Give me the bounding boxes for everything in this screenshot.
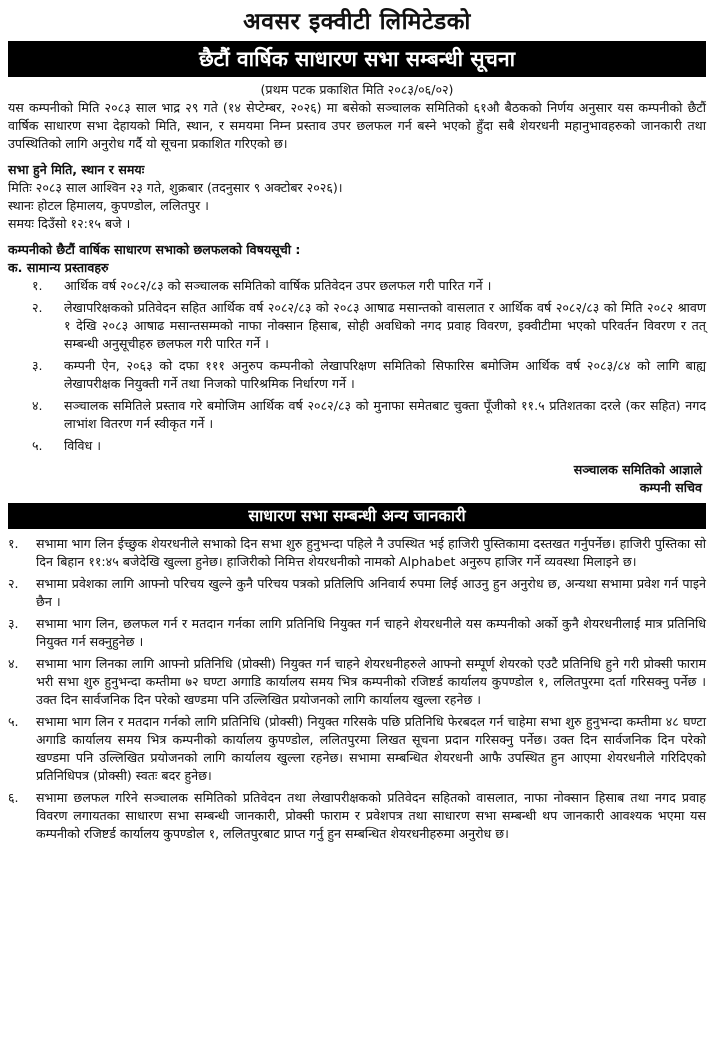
info-item-text: सभामा प्रवेशका लागि आफ्नो परिचय खुल्ने कुनै परिचय पत्रको प्रतिलिपि अनिवार्य रुपमा लिई आउनु हुन अनुरोध छ, अन्यथा सभामा प्रवेश गर्न पाइने छैन । xyxy=(36,576,706,609)
meeting-time: समयः दिउँसो १२:१५ बजे । xyxy=(8,216,131,231)
agenda-item xyxy=(8,437,706,455)
info-item xyxy=(8,575,706,611)
notice-title-banner: छैटौं वार्षिक साधारण सभा सम्बन्धी सूचना xyxy=(8,41,706,77)
info-item-number: ६. xyxy=(8,790,19,805)
agenda-item-text: कम्पनी ऐन, २०६३ को दफा १११ अनुरुप कम्पनीको लेखापरिक्षण समितिको सिफारिस बमोजिम आर्थिक वर्ष २०८३/८४ को लागि बाह्य लेखापरीक्षक नियुक्ती गर्ने तथा निजको पारिश्रमिक निर्धारण गर्ने । xyxy=(64,358,706,391)
meeting-heading: सभा हुने मिति, स्थान र समयः xyxy=(8,162,145,177)
signature-block xyxy=(8,461,702,497)
meeting-venue: स्थानः होटल हिमालय, कुपण्डोल, ललितपुर । xyxy=(8,198,209,213)
intro-paragraph: यस कम्पनीको मिति २०८३ साल भाद्र २९ गते (१४ सेप्टेम्बर, २०२६) मा बसेको सञ्चालक समितिको ६१औ बैठकको निर्णय अनुसार यस कम्पनीको छैटौं वार्षिक साधारण सभा देहायको मिति, स्थान, र समयमा निम्न प्रस्ताव उपर छलफल गर्न बस्ने भएको हुँदा सबै शेयरधनी महानुभावहरुको जानकारी तथा उपस्थितिको लागि अनुरोध गर्दै यो सूचना प्रकाशित गरिएको छ। xyxy=(8,100,706,151)
meeting-date: मितिः २०८३ साल आश्विन २३ गते, शुक्रबार (तदनुसार ९ अक्टोबर २०२६)। xyxy=(8,180,343,195)
info-item-number: ५. xyxy=(8,714,19,729)
info-item-text: सभामा छलफल गरिने सञ्चालक समितिको प्रतिवेदन तथा लेखापरीक्षकको प्रतिवेदन सहितको वासलात, नाफा नोक्सान हिसाब तथा नगद प्रवाह विवरण लगायतका साधारण सभा सम्बन्धी जानकारी, प्रोक्सी फाराम र प्रवेशपत्र तथा साधारण सभा सम्बन्धी थप जानकारी आवश्यक भएमा यस कम्पनीको रजिष्टर्ड कार्यालय कुपण्डोल १, ललितपुरबाट प्राप्त गर्नु हुन सम्बन्धित शेयरधनीहरुमा अनुरोध छ। xyxy=(36,790,706,841)
agenda-item-text: विविध । xyxy=(64,438,102,453)
info-item xyxy=(8,615,706,651)
agenda-item xyxy=(8,299,706,353)
agenda-subheading: क. सामान्य प्रस्तावहरु xyxy=(8,260,109,275)
company-name: अवसर इक्वीटी लिमिटेडको xyxy=(243,9,471,35)
info-item-number: १. xyxy=(8,536,19,551)
info-item-text: सभामा भाग लिन, छलफल गर्न र मतदान गर्नका लागि प्रतिनिधि नियुक्त गर्न चाहने शेयरधनीले यस कम्पनीको अर्को कुनै शेयरधनीलाई मात्र प्रतिनिधि नियुक्त गर्न सक्नुहुनेछ । xyxy=(36,616,706,649)
info-item xyxy=(8,655,706,709)
signature-authority: सञ्चालक समितिको आज्ञाले xyxy=(573,462,702,477)
agenda-item-number: १. xyxy=(32,278,43,293)
info-item-number: ३. xyxy=(8,616,19,631)
agenda-item-text: आर्थिक वर्ष २०८२/८३ को सञ्चालक समितिको वार्षिक प्रतिवेदन उपर छलफल गरी पारित गर्ने । xyxy=(64,278,492,293)
info-item xyxy=(8,535,706,571)
info-item xyxy=(8,713,706,785)
info-item-text: सभामा भाग लिन र मतदान गर्नको लागि प्रतिनिधि (प्रोक्सी) नियुक्त गरिसके पछि प्रतिनिधि फेरबदल गर्न चाहेमा सभा शुरु हुनुभन्दा कम्तीमा ४८ घण्टा अगाडि कार्यालय समय भित्र कम्पनीको कार्यालय कुपण्डोल, ललितपुरमा लिखत सूचना प्रदान गरिसक्नु पर्नेछ। उक्त दिन सार्वजनिक दिन परेको खण्डमा पनि उल्लिखित प्रयोजनको लागि कार्यालय खुल्ला रहनेछ। सभामा सम्बन्धित शेयरधनी आफै उपस्थित हुन आएमा शेयरधनीले गरिदिएको प्रतिनिधिपत्र (प्रोक्सी) स्वतः बदर हुनेछ। xyxy=(36,714,707,783)
info-section-banner: साधारण सभा सम्बन्धी अन्य जानकारी xyxy=(8,503,706,529)
agenda-list xyxy=(8,277,706,455)
agenda-item xyxy=(8,397,706,433)
info-item-text: सभामा भाग लिन ईच्छुक शेयरधनीले सभाको दिन सभा शुरु हुनुभन्दा पहिले नै उपस्थित भई हाजिरी पुस्तिकामा दस्तखत गर्नुपर्नेछ। हाजिरी पुस्तिका सो दिन बिहान ११:४५ बजेदेखि खुल्ला हुनेछ। हाजिरीको निमित्त शेयरधनीको नामको Alphabet अनुरुप हाजिर गर्ने व्यवस्था मिलाइने छ। xyxy=(36,536,706,569)
agenda-heading: कम्पनीको छैटौं वार्षिक साधारण सभाको छलफलको विषयसूची : xyxy=(8,242,301,257)
info-item-number: २. xyxy=(8,576,19,591)
publication-date: (प्रथम पटक प्रकाशित मिति २०८३/०६/०२) xyxy=(260,82,454,97)
info-item-number: ४. xyxy=(8,656,19,671)
agenda-item xyxy=(8,277,706,295)
info-item-text: सभामा भाग लिनका लागि आफ्नो प्रतिनिधि (प्रोक्सी) नियुक्त गर्न चाहने शेयरधनीहरुले आफ्नो सम्पूर्ण शेयरको एउटै प्रतिनिधि हुने गरी प्रोक्सी फाराम भरी सभा शुरु हुनुभन्दा कम्तीमा ७२ घण्टा अगाडि कार्यालय समय भित्र कम्पनीको रजिष्टर्ड कार्यालय कुपण्डोल १, ललितपुरमा दर्ता गरिसक्नु पर्नेछ । उक्त दिन सार्वजनिक दिन परेको खण्डमा पनि उल्लिखित प्रयोजनको लागि कार्यालय खुल्ला रहनेछ । xyxy=(36,656,706,707)
agenda-item-text: लेखापरिक्षकको प्रतिवेदन सहित आर्थिक वर्ष २०८२/८३ को २०८३ आषाढ मसान्तको वासलात र आर्थिक वर्ष २०८२/८३ को मिति २०८२ श्रावण १ देखि २०८३ आषाढ मसान्तसम्मको नाफा नोक्सान हिसाब, सोही अवधिको नगद प्रवाह विवरण, इक्वीटीमा भएको परिवर्तन विवरण र तत् सम्बन्धी अनुसूचीहरु छलफल गरी पारित गर्ने । xyxy=(64,300,706,351)
info-item xyxy=(8,789,706,843)
agenda-item-number: ४. xyxy=(32,398,43,413)
agenda-item-number: ५. xyxy=(32,438,43,453)
info-list xyxy=(8,535,706,843)
agenda-item-number: ३. xyxy=(32,358,43,373)
signature-title: कम्पनी सचिव xyxy=(639,480,702,495)
agenda-item xyxy=(8,357,706,393)
agenda-item-text: सञ्चालक समितिले प्रस्ताव गरे बमोजिम आर्थिक वर्ष २०८२/८३ को मुनाफा समेतबाट चुक्ता पूँजीको ११.५ प्रतिशतका दरले (कर सहित) नगद लाभांश वितरण गर्न स्वीकृत गर्ने । xyxy=(64,398,706,431)
agenda-item-number: २. xyxy=(32,300,43,315)
